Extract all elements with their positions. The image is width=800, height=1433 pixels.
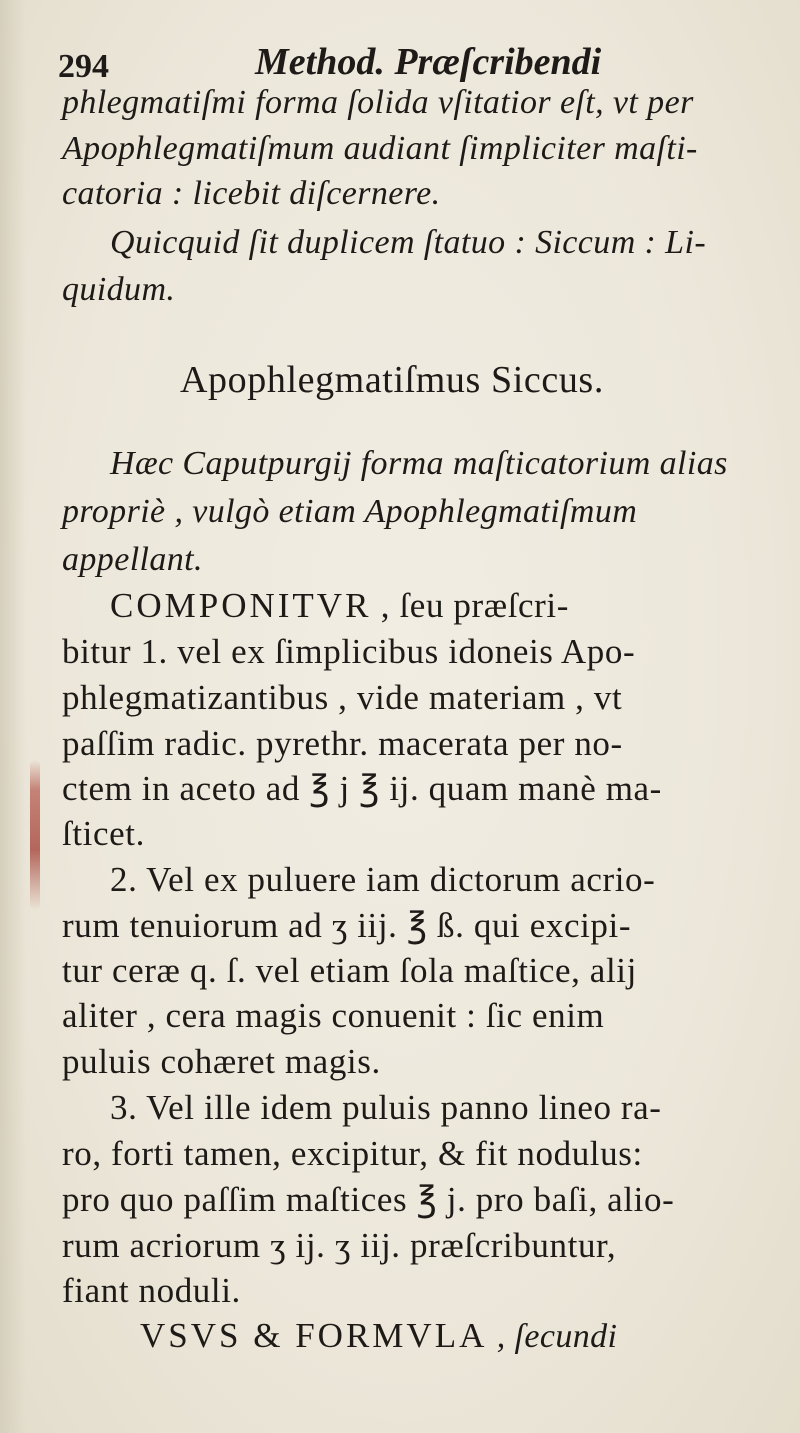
intro-line-3: catoria : licebit diſcernere. <box>62 175 441 212</box>
body-line-4: paſſim radic. pyrethr. macerata per no- <box>62 724 623 763</box>
body-line-10: aliter , cera magis conuenit : ſic enim <box>62 996 605 1035</box>
body-line-1 <box>110 588 569 623</box>
red-margin-stain <box>30 760 40 910</box>
intro-line-2: Apophlegmatiſmum audiant ſimpliciter maſti- <box>62 130 698 167</box>
gutter-shadow <box>0 0 26 1433</box>
section-intro-line-1: Hæc Caputpurgij forma maſticatorium alias <box>110 445 728 482</box>
body-line-7: 2. Vel ex puluere iam dictorum acrio- <box>110 860 656 899</box>
body-line-15: rum acriorum ʒ ij. ʒ iij. præſcribuntur, <box>62 1226 617 1265</box>
catchword: , ſecundi <box>496 1318 618 1355</box>
page-number: 294 <box>58 48 109 85</box>
footer-line <box>140 1318 617 1354</box>
body-line-8: rum tenuiorum ad ʒ iij. ℥ ß. qui excipi- <box>62 906 632 945</box>
intro-line-4: Quicquid ſit duplicem ſtatuo : Siccum : Li- <box>110 224 707 261</box>
body-line-13: ro, forti tamen, excipitur, & fit nodulus: <box>62 1134 643 1173</box>
body-line-3: phlegmatizantibus , vide materiam , vt <box>62 678 623 717</box>
section-heading: Apophlegmatiſmus Siccus. <box>180 359 604 401</box>
body-line-2: bitur 1. vel ex ſimplicibus idoneis Apo- <box>62 632 636 671</box>
section-intro-line-3: appellant. <box>62 541 203 578</box>
section-intro-line-2: propriè , vulgò etiam Apophlegmatiſmum <box>62 493 638 530</box>
body-line-6: ſticet. <box>62 814 145 853</box>
componitur-word: COMPONITVR <box>110 586 372 625</box>
usus-formula-caps: VSVS & FORMVLA <box>140 1316 488 1355</box>
intro-line-1: phlegmatiſmi forma ſolida vſitatior eſt, vt per <box>62 84 694 121</box>
running-title: Method. Præſcribendi <box>255 41 602 83</box>
body-line-16: fiant noduli. <box>62 1271 241 1310</box>
body-line-1-rest: , ſeu præſcri- <box>380 586 569 625</box>
body-line-9: tur ceræ q. ſ. vel etiam ſola maſtice, alij <box>62 951 637 990</box>
body-line-11: puluis cohæret magis. <box>62 1042 381 1081</box>
intro-line-5: quidum. <box>62 271 176 308</box>
body-line-5: ctem in aceto ad ℥ j ℥ ij. quam manè ma- <box>62 769 662 808</box>
body-line-12: 3. Vel ille idem puluis panno lineo ra- <box>110 1088 662 1127</box>
body-line-14: pro quo paſſim maſtices ℥ j. pro baſi, alio- <box>62 1180 675 1219</box>
